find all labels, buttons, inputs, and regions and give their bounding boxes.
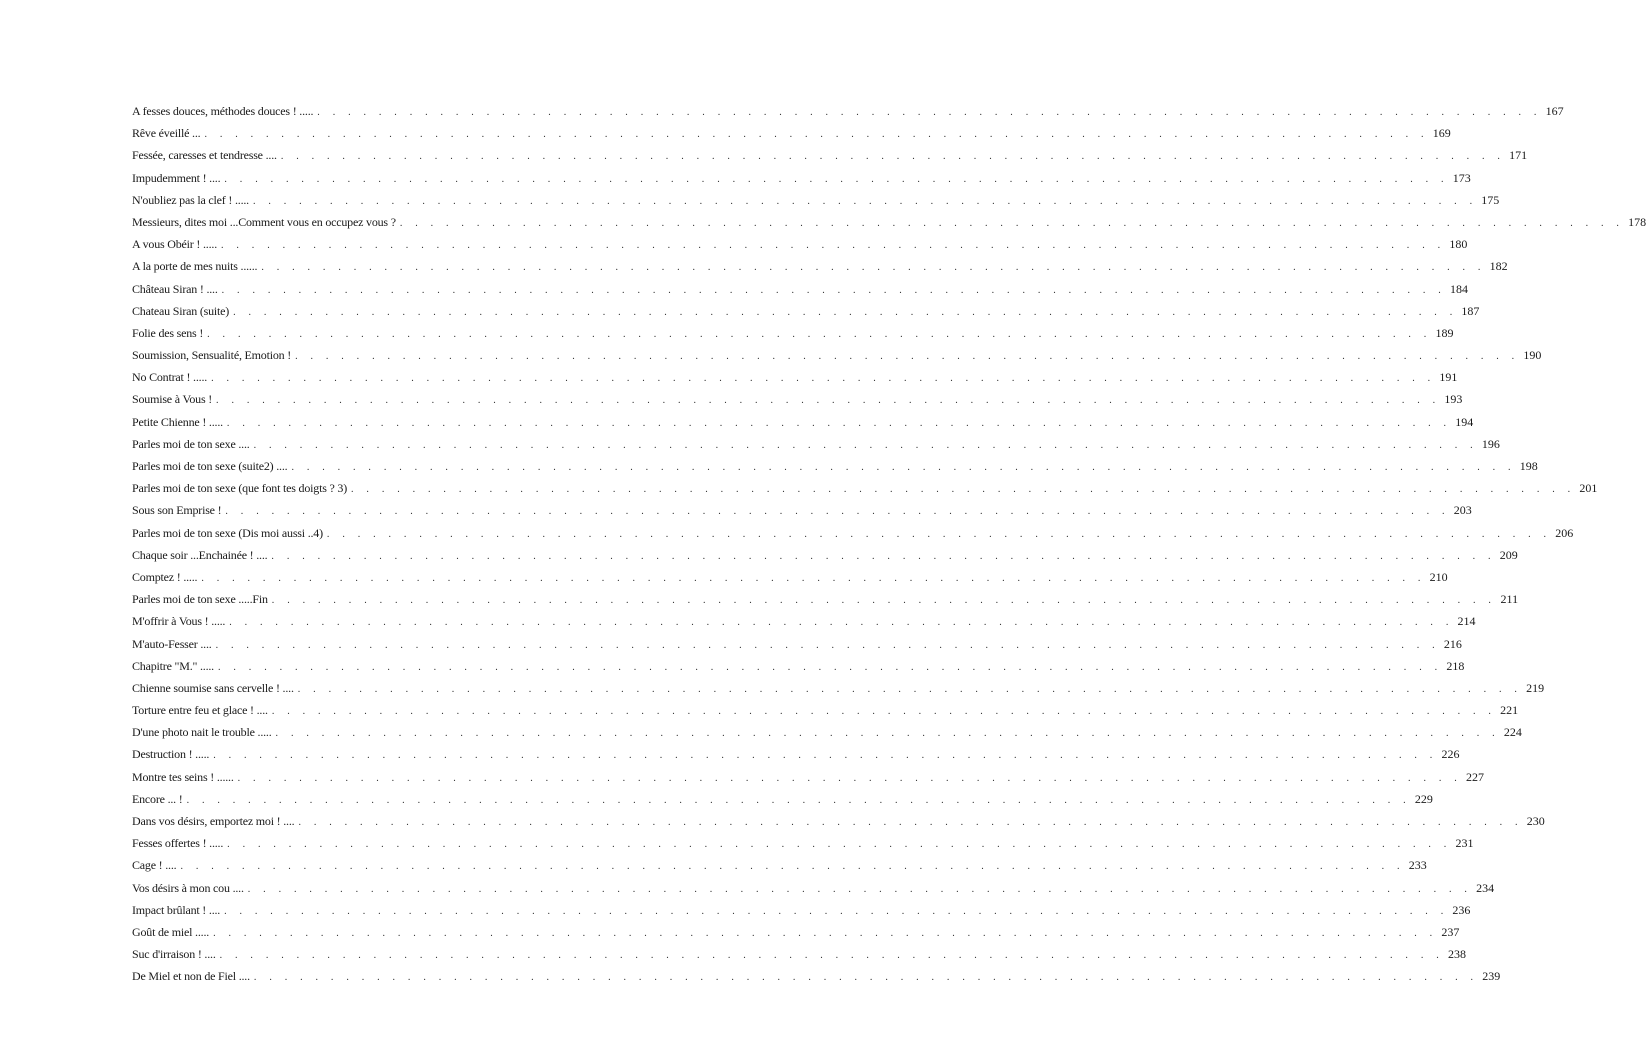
toc-entry-title: Sous son Emprise ! (132, 503, 222, 518)
toc-entry-page-number: 187 (1461, 303, 1480, 318)
toc-entry-page-number: 189 (1435, 325, 1454, 340)
toc-entry[interactable] (132, 100, 1564, 122)
toc-entry[interactable] (132, 810, 1545, 832)
toc-dot-leader: . . . . . . . . . . . . . . . . . . . . . . . . . . . . . . . . . . . . . . . . . . . . . . . . . . . . . . . . . . . . . . . . . . . . . . . . . . . . . . . . (224, 173, 1449, 185)
toc-dot-leader: . . . . . . . . . . . . . . . . . . . . . . . . . . . . . . . . . . . . . . . . . . . . . . . . . . . . . . . . . . . . . . . . . . . . . . . . . . . . . . . . (221, 240, 1446, 252)
toc-entry-page-number: 239 (1482, 969, 1501, 984)
toc-entry-page-number: 171 (1509, 148, 1528, 163)
toc-entry-page-number: 226 (1441, 747, 1460, 762)
toc-entry[interactable] (132, 167, 1471, 189)
toc-entry[interactable] (132, 854, 1427, 876)
table-of-contents (132, 100, 1646, 988)
toc-dot-leader: . . . . . . . . . . . . . . . . . . . . . . . . . . . . . . . . . . . . . . . . . . . . . . . . . . . . . . . . . . . . . . . . . . . . . . . . . . . . . . . . (326, 528, 1552, 540)
toc-dot-leader: . . . . . . . . . . . . . . . . . . . . . . . . . . . . . . . . . . . . . . . . . . . . . . . . . . . . . . . . . . . . . . . . . . . . . . . . . . . . . . . . (218, 661, 1443, 673)
toc-entry-title: Parles moi de ton sexe (Dis moi aussi ..4) (132, 525, 323, 540)
toc-entry-title: Impudemment ! .... (132, 170, 221, 185)
toc-entry[interactable] (132, 189, 1500, 211)
toc-entry[interactable] (132, 699, 1519, 721)
toc-entry-title: Destruction ! ..... (132, 747, 210, 762)
toc-entry-page-number: 219 (1526, 680, 1545, 695)
toc-entry[interactable] (132, 877, 1495, 899)
toc-entry-page-number: 203 (1453, 503, 1472, 518)
toc-entry-page-number: 216 (1443, 636, 1462, 651)
toc-entry[interactable] (132, 965, 1501, 987)
toc-entry-title: No Contrat ! ..... (132, 370, 208, 385)
toc-dot-leader: . . . . . . . . . . . . . . . . . . . . . . . . . . . . . . . . . . . . . . . . . . . . . . . . . . . . . . . . . . . . . . . . . . . . . . . . . . . . . . . . (261, 262, 1486, 274)
toc-entry[interactable] (132, 766, 1484, 788)
toc-entry-page-number: 214 (1457, 614, 1476, 629)
toc-entry[interactable] (132, 455, 1538, 477)
toc-entry-title: Suc d'irraison ! .... (132, 947, 216, 962)
toc-entry-page-number: 230 (1526, 814, 1545, 828)
toc-entry-title: Comptez ! ..... (132, 569, 198, 584)
toc-entry-title: Parles moi de ton sexe (suite2) .... (132, 459, 288, 473)
toc-entry[interactable] (132, 122, 1451, 144)
toc-entry-title: Parles moi de ton sexe .....Fin (132, 592, 268, 607)
toc-entry-page-number: 190 (1523, 348, 1542, 363)
toc-entry[interactable] (132, 477, 1598, 499)
toc-entry[interactable] (132, 943, 1466, 965)
toc-dot-leader: . . . . . . . . . . . . . . . . . . . . . . . . . . . . . . . . . . . . . . . . . . . . . . . . . . . . . . . . . . . . . . . . . . . . . . . . . . . . . . . . (180, 861, 1405, 873)
toc-entry[interactable] (132, 743, 1460, 765)
toc-entry-page-number: 198 (1519, 459, 1538, 473)
toc-entry[interactable] (132, 255, 1508, 277)
toc-entry-page-number: 167 (1545, 104, 1564, 118)
toc-dot-leader: . . . . . . . . . . . . . . . . . . . . . . . . . . . . . . . . . . . . . . . . . . . . . . . . . . . . . . . . . . . . . . . . . . . . . . . . . . . . . . . . (399, 217, 1625, 229)
toc-entry-page-number: 224 (1503, 725, 1522, 740)
toc-dot-leader: . . . . . . . . . . . . . . . . . . . . . . . . . . . . . . . . . . . . . . . . . . . . . . . . . . . . . . . . . . . . . . . . . . . . . . . . . . . . . . . . (291, 462, 1516, 473)
toc-entry-page-number: 175 (1481, 192, 1500, 207)
toc-entry-page-number: 206 (1555, 525, 1574, 540)
toc-entry-title: Dans vos désirs, emportez moi ! .... (132, 814, 295, 828)
toc-entry[interactable] (132, 366, 1458, 388)
toc-entry-title: Encore ... ! (132, 791, 183, 806)
toc-dot-leader: . . . . . . . . . . . . . . . . . . . . . . . . . . . . . . . . . . . . . . . . . . . . . . . . . . . . . . . . . . . . . . . . . . . . . . . . . . . . . . . . (221, 284, 1446, 296)
toc-entry[interactable] (132, 278, 1468, 300)
toc-entry[interactable] (132, 411, 1474, 433)
toc-dot-leader: . . . . . . . . . . . . . . . . . . . . . . . . . . . . . . . . . . . . . . . . . . . . . . . . . . . . . . . . . . . . . . . . . . . . . . . . . . . . . . . . (297, 683, 1523, 695)
toc-entry-title: Chaque soir ...Enchainée ! .... (132, 547, 268, 562)
toc-entry[interactable] (132, 544, 1518, 566)
toc-dot-leader: . . . . . . . . . . . . . . . . . . . . . . . . . . . . . . . . . . . . . . . . . . . . . . . . . . . . . . . . . . . . . . . . . . . . . . . . . . . . . . . . (225, 506, 1450, 518)
toc-entry-page-number: 231 (1455, 836, 1474, 851)
toc-entry[interactable] (132, 610, 1476, 632)
toc-dot-leader: . . . . . . . . . . . . . . . . . . . . . . . . . . . . . . . . . . . . . . . . . . . . . . . . . . . . . . . . . . . . . . . . . . . . . . . . . . . . . . . . (219, 950, 1444, 962)
toc-entry-title: Soumission, Sensualité, Emotion ! (132, 348, 292, 363)
toc-dot-leader: . . . . . . . . . . . . . . . . . . . . . . . . . . . . . . . . . . . . . . . . . . . . . . . . . . . . . . . . . . . . . . . . . . . . . . . . . . . . . . . . (271, 706, 1497, 718)
toc-entry-title: D'une photo nait le trouble ..... (132, 725, 272, 740)
toc-entry-title: Chapitre "M." ..... (132, 658, 214, 673)
toc-entry-page-number: 209 (1499, 547, 1518, 562)
toc-entry-page-number: 227 (1465, 769, 1484, 784)
toc-dot-leader: . . . . . . . . . . . . . . . . . . . . . . . . . . . . . . . . . . . . . . . . . . . . . . . . . . . . . . . . . . . . . . . . . . . . . . . . . . . . . . . . (253, 439, 1478, 451)
toc-dot-leader: . . . . . . . . . . . . . . . . . . . . . . . . . . . . . . . . . . . . . . . . . . . . . . . . . . . . . . . . . . . . . . . . . . . . . . . . . . . . . . . . (298, 817, 1523, 828)
toc-entry-page-number: 169 (1432, 126, 1451, 141)
toc-dot-leader: . . . . . . . . . . . . . . . . . . . . . . . . . . . . . . . . . . . . . . . . . . . . . . . . . . . . . . . . . . . . . . . . . . . . . . . . . . . . . . . . (317, 107, 1542, 118)
toc-entry-page-number: 201 (1579, 481, 1598, 496)
toc-entry-page-number: 210 (1429, 569, 1448, 584)
toc-entry-title: A vous Obéir ! ..... (132, 237, 217, 252)
toc-entry-title: Impact brûlant ! .... (132, 902, 221, 917)
toc-entry[interactable] (132, 344, 1542, 366)
toc-entry-page-number: 194 (1455, 414, 1474, 429)
toc-entry[interactable] (132, 499, 1472, 521)
toc-entry-page-number: 178 (1628, 214, 1646, 229)
toc-entry[interactable] (132, 522, 1574, 544)
toc-entry[interactable] (132, 721, 1522, 743)
toc-entry-page-number: 184 (1449, 281, 1468, 296)
toc-entry-title: Petite Chienne ! ..... (132, 414, 223, 429)
toc-entry-title: De Miel et non de Fiel .... (132, 969, 250, 984)
toc-entry-page-number: 218 (1446, 658, 1465, 673)
toc-entry-page-number: 182 (1489, 259, 1508, 274)
toc-entry-title: Vos désirs à mon cou .... (132, 880, 244, 895)
toc-entry-title: Rêve éveillé ... (132, 126, 201, 141)
toc-entry-title: Soumise à Vous ! (132, 392, 213, 407)
toc-entry[interactable] (132, 588, 1519, 610)
toc-dot-leader: . . . . . . . . . . . . . . . . . . . . . . . . . . . . . . . . . . . . . . . . . . . . . . . . . . . . . . . . . . . . . . . . . . . . . . . . . . . . . . . . (295, 351, 1520, 363)
toc-entry-title: M'offrir à Vous ! ..... (132, 614, 226, 629)
toc-entry-page-number: 173 (1452, 170, 1471, 185)
toc-entry-title: Torture entre feu et glace ! .... (132, 703, 268, 718)
toc-dot-leader: . . . . . . . . . . . . . . . . . . . . . . . . . . . . . . . . . . . . . . . . . . . . . . . . . . . . . . . . . . . . . . . . . . . . . . . . . . . . . . . . (186, 794, 1411, 806)
toc-entry[interactable] (132, 633, 1462, 655)
toc-entry-title: Goût de miel ..... (132, 924, 210, 939)
toc-entry[interactable] (132, 300, 1480, 322)
toc-entry-page-number: 193 (1444, 392, 1463, 407)
toc-entry-page-number: 211 (1500, 592, 1519, 607)
toc-entry-page-number: 233 (1408, 858, 1427, 873)
toc-dot-leader: . . . . . . . . . . . . . . . . . . . . . . . . . . . . . . . . . . . . . . . . . . . . . . . . . . . . . . . . . . . . . . . . . . . . . . . . . . . . . . . . (224, 905, 1449, 917)
toc-entry[interactable] (132, 921, 1460, 943)
toc-entry[interactable] (132, 211, 1646, 233)
toc-dot-leader: . . . . . . . . . . . . . . . . . . . . . . . . . . . . . . . . . . . . . . . . . . . . . . . . . . . . . . . . . . . . . . . . . . . . . . . . . . . . . . . . (216, 395, 1441, 407)
toc-dot-leader: . . . . . . . . . . . . . . . . . . . . . . . . . . . . . . . . . . . . . . . . . . . . . . . . . . . . . . . . . . . . . . . . . . . . . . . . . . . . . . . . (280, 151, 1506, 163)
toc-dot-leader: . . . . . . . . . . . . . . . . . . . . . . . . . . . . . . . . . . . . . . . . . . . . . . . . . . . . . . . . . . . . . . . . . . . . . . . . . . . . . . . . (227, 839, 1452, 851)
toc-entry-title: Folie des sens ! (132, 325, 204, 340)
toc-entry[interactable] (132, 388, 1463, 410)
toc-entry[interactable] (132, 433, 1500, 455)
toc-entry-page-number: 180 (1449, 237, 1468, 252)
toc-entry[interactable] (132, 899, 1471, 921)
toc-dot-leader: . . . . . . . . . . . . . . . . . . . . . . . . . . . . . . . . . . . . . . . . . . . . . . . . . . . . . . . . . . . . . . . . . . . . . . . . . . . . . . . . (229, 617, 1454, 629)
toc-entry[interactable] (132, 655, 1465, 677)
toc-entry-page-number: 196 (1481, 436, 1500, 451)
toc-dot-leader: . . . . . . . . . . . . . . . . . . . . . . . . . . . . . . . . . . . . . . . . . . . . . . . . . . . . . . . . . . . . . . . . . . . . . . . . . . . . . . . . (237, 772, 1462, 784)
toc-entry-title: Parles moi de ton sexe (que font tes doigts ? 3) (132, 481, 348, 496)
toc-entry-title: Fesses offertes ! ..... (132, 836, 224, 851)
toc-dot-leader: . . . . . . . . . . . . . . . . . . . . . . . . . . . . . . . . . . . . . . . . . . . . . . . . . . . . . . . . . . . . . . . . . . . . . . . . . . . . . . . . (271, 595, 1497, 607)
toc-entry-title: Chateau Siran (suite) (132, 303, 230, 318)
toc-entry[interactable] (132, 322, 1454, 344)
toc-entry[interactable] (132, 788, 1433, 810)
toc-dot-leader: . . . . . . . . . . . . . . . . . . . . . . . . . . . . . . . . . . . . . . . . . . . . . . . . . . . . . . . . . . . . . . . . . . . . . . . . . . . . . . . . (201, 572, 1426, 584)
toc-entry-title: Messieurs, dites moi ...Comment vous en occupez vous ? (132, 214, 396, 229)
toc-entry[interactable] (132, 677, 1545, 699)
toc-dot-leader: . . . . . . . . . . . . . . . . . . . . . . . . . . . . . . . . . . . . . . . . . . . . . . . . . . . . . . . . . . . . . . . . . . . . . . . . . . . . . . . . (211, 373, 1436, 385)
toc-entry-title: Château Siran ! .... (132, 281, 218, 296)
toc-dot-leader: . . . . . . . . . . . . . . . . . . . . . . . . . . . . . . . . . . . . . . . . . . . . . . . . . . . . . . . . . . . . . . . . . . . . . . . . . . . . . . . . (213, 927, 1438, 939)
toc-entry-page-number: 237 (1441, 924, 1460, 939)
toc-entry-title: N'oubliez pas la clef ! ..... (132, 192, 249, 207)
toc-entry-title: A fesses douces, méthodes douces ! ..... (132, 104, 314, 118)
toc-entry-page-number: 234 (1476, 880, 1495, 895)
toc-entry-page-number: 238 (1447, 947, 1466, 962)
toc-dot-leader: . . . . . . . . . . . . . . . . . . . . . . . . . . . . . . . . . . . . . . . . . . . . . . . . . . . . . . . . . . . . . . . . . . . . . . . . . . . . . . . . (207, 328, 1432, 340)
toc-entry-page-number: 229 (1414, 791, 1433, 806)
toc-entry-title: A la porte de mes nuits ...... (132, 259, 258, 274)
toc-dot-leader: . . . . . . . . . . . . . . . . . . . . . . . . . . . . . . . . . . . . . . . . . . . . . . . . . . . . . . . . . . . . . . . . . . . . . . . . . . . . . . . . (351, 484, 1576, 496)
toc-entry-page-number: 191 (1439, 370, 1458, 385)
toc-entry[interactable] (132, 566, 1448, 588)
toc-entry-title: Fessée, caresses et tendresse .... (132, 148, 277, 163)
toc-entry-title: M'auto-Fesser .... (132, 636, 212, 651)
toc-entry-title: Montre tes seins ! ...... (132, 769, 234, 784)
toc-dot-leader: . . . . . . . . . . . . . . . . . . . . . . . . . . . . . . . . . . . . . . . . . . . . . . . . . . . . . . . . . . . . . . . . . . . . . . . . . . . . . . . . (215, 639, 1440, 651)
toc-dot-leader: . . . . . . . . . . . . . . . . . . . . . . . . . . . . . . . . . . . . . . . . . . . . . . . . . . . . . . . . . . . . . . . . . . . . . . . . . . . . . . . . (226, 417, 1452, 429)
toc-entry-page-number: 236 (1452, 902, 1471, 917)
toc-entry-title: Cage ! .... (132, 858, 177, 873)
toc-entry-page-number: 221 (1500, 703, 1519, 718)
toc-dot-leader: . . . . . . . . . . . . . . . . . . . . . . . . . . . . . . . . . . . . . . . . . . . . . . . . . . . . . . . . . . . . . . . . . . . . . . . . . . . . . . . . (275, 728, 1500, 740)
toc-dot-leader: . . . . . . . . . . . . . . . . . . . . . . . . . . . . . . . . . . . . . . . . . . . . . . . . . . . . . . . . . . . . . . . . . . . . . . . . . . . . . . . . (213, 750, 1438, 762)
toc-dot-leader: . . . . . . . . . . . . . . . . . . . . . . . . . . . . . . . . . . . . . . . . . . . . . . . . . . . . . . . . . . . . . . . . . . . . . . . . . . . . . . . . (233, 306, 1458, 318)
toc-dot-leader: . . . . . . . . . . . . . . . . . . . . . . . . . . . . . . . . . . . . . . . . . . . . . . . . . . . . . . . . . . . . . . . . . . . . . . . . . . . . . . . . (253, 972, 1479, 984)
toc-dot-leader: . . . . . . . . . . . . . . . . . . . . . . . . . . . . . . . . . . . . . . . . . . . . . . . . . . . . . . . . . . . . . . . . . . . . . . . . . . . . . . . . (271, 550, 1496, 562)
toc-dot-leader: . . . . . . . . . . . . . . . . . . . . . . . . . . . . . . . . . . . . . . . . . . . . . . . . . . . . . . . . . . . . . . . . . . . . . . . . . . . . . . . . (204, 129, 1429, 141)
toc-entry-title: Chienne soumise sans cervelle ! .... (132, 680, 294, 695)
toc-entry[interactable] (132, 144, 1528, 166)
toc-dot-leader: . . . . . . . . . . . . . . . . . . . . . . . . . . . . . . . . . . . . . . . . . . . . . . . . . . . . . . . . . . . . . . . . . . . . . . . . . . . . . . . . (247, 883, 1473, 895)
toc-entry-title: Parles moi de ton sexe .... (132, 436, 250, 451)
toc-dot-leader: . . . . . . . . . . . . . . . . . . . . . . . . . . . . . . . . . . . . . . . . . . . . . . . . . . . . . . . . . . . . . . . . . . . . . . . . . . . . . . . . (252, 195, 1478, 207)
toc-entry[interactable] (132, 233, 1468, 255)
toc-entry[interactable] (132, 832, 1474, 854)
